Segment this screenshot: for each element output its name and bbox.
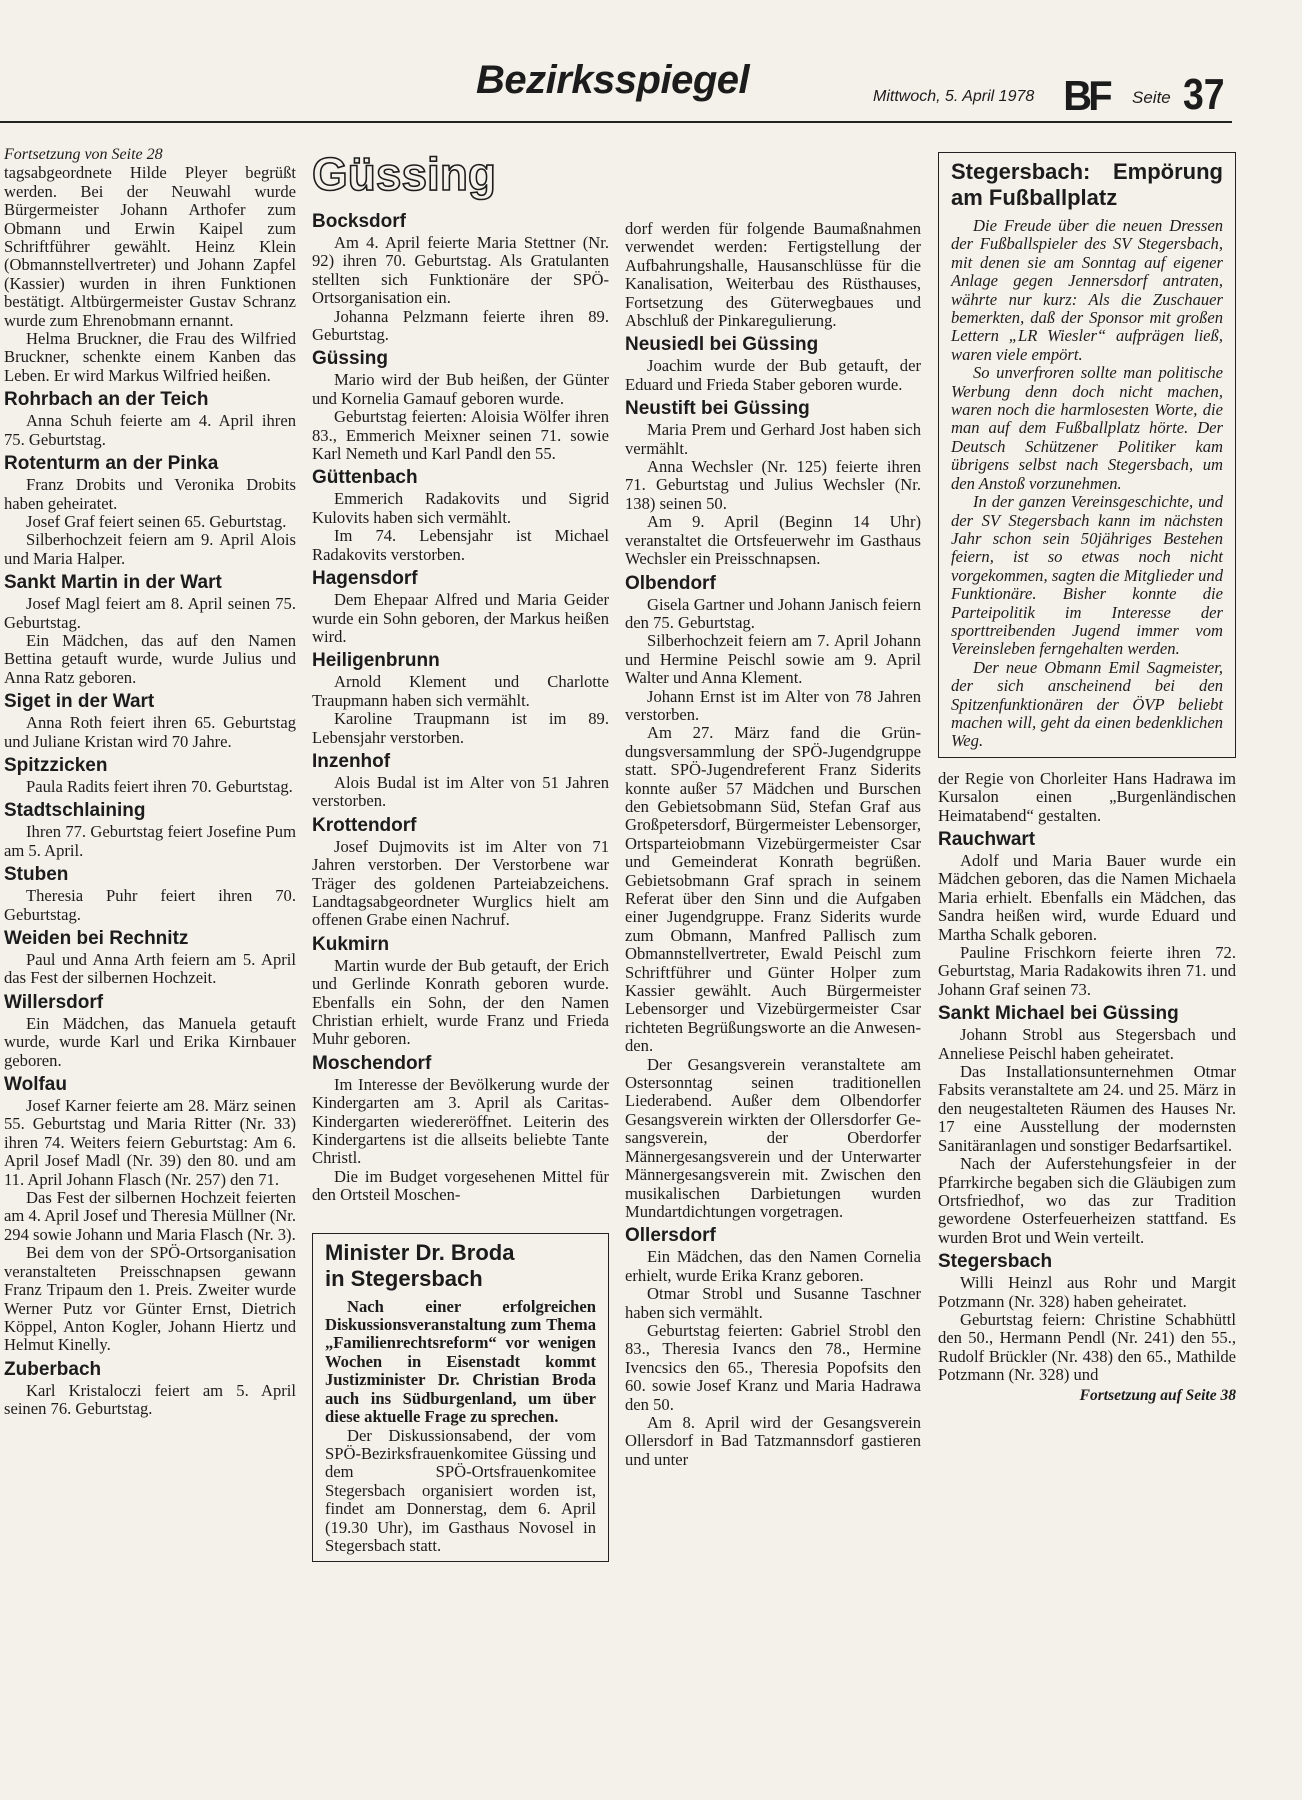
article-heading: Wolfau [4,1074,67,1096]
continued-from: Fortsetzung von Seite 28 [4,146,163,163]
article-heading: Moschendorf [312,1052,432,1074]
column-4 [938,152,1236,1405]
box-lead: Nach einer erfolgreichen Diskussionsveranstaltung zum Thema „Familienrechtsreform“ vor wenigen Wochen in Eisenstadt kommt Justizminister Dr. Christian Broda auch ins Südburgenland, um über diese aktuelle Frage zu sprechen. [325,1296,596,1427]
paragraph: Nach der Auferstehungsfeier in der Pfarrkirche begaben sich die Gläubigen zum Ortsfriedhof, wo das zur Tradition gewordene Osterfeuerheizen stattfand. Es wurden Brot und Wein verteilt. [938,1154,1236,1247]
box-body: Der Diskussionsabend, der vom SPÖ-Bezirksfrauenkomitee Güssing und dem SPÖ-Ortsfrauenkomitee Stegersbach organisiert worden ist, findet am Donnerstag, dem 6. April (19.30 Uhr), im Gasthaus Novosel in Stegersbach statt. [325,1425,596,1555]
paragraph: Bei dem von der SPÖ-Ortsorganisation veranstalteten Preisschnapsen gewann Franz Tripaum den 1. Preis. Zweiter wurde Werner Putz vor Günter Ernst, Dietrich Köppel, Anton Kogler, Johann Hiertz und Helmut Kinelly. [4,1243,296,1355]
paragraph: Anna Roth feiert ihren 65. Geburtstag und Juliane Kristan wird 70 Jahre. [4,713,296,751]
paragraph: Arnold Klement und Charlotte Traupmann haben sich vermählt. [312,672,609,710]
article-heading: Bocksdorf [312,211,406,232]
article-heading: Inzenhof [312,750,391,772]
broda-box [312,1233,609,1563]
paragraph: In der ganzen Vereinsgeschichte, und der SV Stegersbach kann im nächsten Jahr schon sein 50jähriges Bestehen feiern, ist so etwas noch nicht vorgekommen, sagten die Mitglieder und Funktionäre. Bisher konnte die Parteipolitik im Interesse der sporttreibenden Jugend immer vom Vereinsleben ferngehalten werden. [951,492,1223,659]
article-heading: Ollersdorf [625,1225,716,1247]
article-heading: Zuberbach [4,1358,102,1380]
article-heading: Stegersbach [938,1251,1053,1273]
paragraph: So unverfroren sollte man politische Werbung denn doch nicht machen, waren noch die harmlosesten Worte, die man auf dem Fußballplatz hörte. Der Deutsch Schützener Politiker kam übrigens selbst nach Stegersbach, um den Anstoß vorzunehmen. [951,363,1223,493]
article-heading: Hagensdorf [312,568,418,590]
paragraph: Am 8. April wird der Gesangsverein Ollersdorf in Bad Tatzmannsdorf gastieren und unter [625,1412,921,1469]
col2-articles [312,210,609,1205]
article-heading: Stadtschlaining [4,800,146,822]
paragraph: Am 9. April (Beginn 14 Uhr) veranstaltet die Ortsfeuerwehr im Gasthaus Wechsler ein Preisschnapsen. [625,512,921,569]
paragraph: Geburtstag feiern: Christine Schabhüttl den 50., Hermann Pendl (Nr. 241) den 55., Rudolf Brückler (Nr. 438) den 65., Mathilde Potzmann (Nr. 328) und [938,1309,1236,1385]
article-heading: Heiligenbrunn [312,650,440,672]
page-number: 37 [1183,70,1225,119]
article-heading: Sankt Michael bei Güssing [938,1003,1179,1025]
article-heading: Neustift bei Güssing [625,398,810,420]
col3-articles [625,333,921,1469]
paragraph: Die Freude über die neuen Dressen der Fußballspieler des SV Stegersbach, mit denen sie am Sonntag auf eigener Anlage gegen Jennersdorf antraten, währte nur kurz: Als die Zuschauer bemerkten, daß der Sponsor mit großen Lettern „LR Wiesler“ aufprägen ließ, waren viele empört. [951,216,1223,364]
paragraph: Ein Mädchen, das auf den Namen Bettina getauft wurde, wurde Julius und Anna Ratz geboren. [4,630,296,687]
paragraph: Joachim wurde der Bub getauft, der Eduard und Frieda Staber geboren wurde. [625,356,921,394]
paragraph: tagsabgeordnete Hilde Pleyer begrüßt werden. Bei der Neuwahl wurde Bürgermeister Johann Arthofer zum Obmann und Erwin Kaipel zum Schriftführer gewählt. Heinz Klein (Obmannstellvertreter) und Johann Zapfel (Kassier) wurden in ihren Funktionen bestätigt. Altbürgermeister Gustav Schranz wurde zum Ehrenobmann ernannt. [4,163,296,330]
paragraph: Pauline Frischkorn feierte ihren 72. Geburtstag, Maria Radakowits ihren 71. und Johann Graf seinen 73. [938,943,1236,999]
page-label: Seite [1132,88,1171,107]
box-title-line2: in Stegersbach [325,1265,483,1291]
paragraph: Josef Dujmovits ist im Alter von 71 Jahren verstorben. Der Verstorbene war Träger des goldenen Parteiabzeichens. Landtagsabgeordneter Wurglics hielt am offenen Grabe einen Nachruf. [312,836,609,930]
section-title: Bezirksspiegel [476,58,750,102]
article-heading: Stuben [4,864,69,886]
col1-intro [4,164,296,385]
article-heading: Güssing [312,348,389,370]
paragraph: Johann Ernst ist im Alter von 78 Jahren verstorben. [625,686,921,724]
paragraph: der Regie von Chorleiter Hans Hadrawa im Kursalon einen „Burgenländischen Heimatabend“ gestalten. [938,768,1236,825]
article-heading: Rauchwart [938,829,1036,850]
paragraph: Franz Drobits und Veronika Drobits haben geheiratet. [4,475,296,513]
article-heading: Sankt Martin in der Wart [4,572,222,594]
article-heading: Rohrbach an der Teich [4,389,209,411]
article-heading: Rotenturm an der Pinka [4,453,219,475]
paragraph: Karoline Traupmann ist im 89. Lebensjahr verstorben. [312,709,609,747]
article-heading: Güttenbach [312,467,418,489]
article-heading: Willersdorf [4,991,104,1013]
paragraph: Ein Mädchen, das den Namen Cornelia erhielt, wurde Erika Kranz geboren. [625,1247,921,1285]
col4-articles [938,828,1236,1385]
article-heading: Krottendorf [312,814,417,836]
paragraph: Mario wird der Bub heißen, der Günter und Kornelia Gamauf geboren wurde. [312,370,609,408]
paragraph: Johann Strobl aus Stegersbach und Anneliese Peischl haben geheiratet. [938,1025,1236,1063]
newspaper-logo: BF [1063,72,1109,119]
box-title-line1: Minister Dr. Broda [325,1239,515,1265]
article-heading: Siget in der Wart [4,691,155,713]
paragraph: Martin wurde der Bub getauft, der Erich und Gerlinde Konrath geboren wurde. Ebenfalls ein Sohn, der den Namen Christian erhielt, wurde Franz und Frieda Muhr geboren. [312,955,609,1049]
article-heading: Spitzzicken [4,754,108,776]
paragraph: dorf werden für folgende Baumaßnahmen verwendet werden: Fertigstellung der Aufbahrungshalle, Hausanschlüsse für die Kanalisation, Weiterbau des Rüsthauses, Fortsetzung des Güterwegbaues und Abschluß der Pinkaregulierung. [625,219,921,331]
paragraph: Karl Kristaloczi feiert am 5. April seinen 76. Geburtstag. [4,1380,296,1419]
col1-articles [4,388,296,1418]
paragraph: Das Fest der silbernen Hochzeit feierten am 4. April Josef und Theresia Müllner (Nr. 294 sowie Johann und Maria Flasch (Nr. 3). [4,1188,296,1244]
issue-date: Mittwoch, 5. April 1978 [873,88,1035,105]
paragraph: Silberhochzeit feiern am 9. April Alois und Maria Halper. [4,530,296,568]
paragraph: Anna Wechsler (Nr. 125) feierte ihren 71. Geburtstag und Julius Wechsler (Nr. 138) seinen 50. [625,457,921,513]
paragraph: Emmerich Radakovits und Sigrid Kulovits haben sich vermählt. [312,489,609,527]
paragraph: Paul und Anna Arth feiern am 5. April das Fest der silbernen Hochzeit. [4,950,296,988]
paragraph: Maria Prem und Gerhard Jost haben sich vermählt. [625,420,921,458]
paragraph: Ein Mädchen, das Manuela getauft wurde, wurde Karl und Erika Kirnbauer geboren. [4,1013,296,1070]
paragraph: Willi Heinzl aus Rohr und Margit Potzmann (Nr. 328) haben geheiratet. [938,1273,1236,1311]
paragraph: Der Gesangsverein veranstaltete am Ostersonntag seinen traditionellen Liederabend. Außer dem Olbendorfer Gesangsverein wirkten der Ollersdorfer Gesangsverein, der Oberdorfer Männergesangsverein und der Unterwarter Männergesangsverein mit. Zwischen den musikalischen Darbietungen wurden Mundartdichtungen vorgetragen. [625,1054,921,1221]
article-heading: Neusiedl bei Güssing [625,334,819,356]
paragraph: Helma Bruckner, die Frau des Wilfried Bruckner, schenkte einem Kanben das Leben. Er wird Markus Wilfried heißen. [4,329,296,385]
paragraph: Johanna Pelzmann feierte ihren 89. Geburtstag. [312,306,609,345]
paragraph: Geburtstag feierten: Aloisia Wölfer ihren 83., Emmerich Meixner seinen 71. sowie Karl Nemeth und Karl Pandl den 55. [312,407,609,464]
paragraph: Otmar Strobl und Susanne Taschner haben sich vermählt. [625,1284,921,1322]
paragraph: Im 74. Lebensjahr ist Michael Radakovits verstorben. [312,526,609,564]
paragraph: Paula Radits feiert ihren 70. Geburtstag. [26,776,293,796]
paragraph: Im Interesse der Bevölkerung wurde der Kindergarten am 3. April als Caritas-Kindergarten wiedereröffnet. Leiterin des Kindergartens ist die allseits beliebte Tante Christl. [312,1074,609,1168]
paragraph: Am 4. April feierte Maria Stettner (Nr. 92) ihren 70. Geburtstag. Als Gratulanten stellten sich Funktionäre der SPÖ-Ortsorganisation ein. [312,233,609,308]
paragraph: Josef Graf feiert seinen 65. Geburtstag. [26,511,287,531]
paragraph: Am 27. März fand die Gründungsversammlung der SPÖ-Jugendgruppe statt. SPÖ-Jugendreferent Franz Siderits konnte außer 57 Mädchen und Burschen den Gebietsobmann Süd, Stefan Graf aus Großpetersdorf, Bürgermeister Lebensorger, Ortsparteiobmann Vizebürgermeister Csar und Gemeinderat Konrath begrüßen. Gebietsobmann Graf sprach in seinem Referat über den Sinn und die Aufgaben einer Jugendgruppe. Franz Siderits wurde zum Obmann, Manfred Pallisch zum Obmannstellvertreter, Ewald Peischl zum Schriftführer und Günter Holper zum Kassier gewählt. Auch Bürgermeister Lebensorger und Vizebürgermeister Csar richteten Begrüßungsworte an die Anwesenden. [625,723,921,1056]
paragraph: Adolf und Maria Bauer wurde ein Mädchen geboren, das die Namen Michaela Maria erhielt. Ebenfalls ein Mädchen, das Sandra heißen wird, wurde Eduard und Martha Schalk geboren. [938,851,1236,944]
paragraph: Die im Budget vorgesehenen Mittel für den Ortsteil Moschen- [312,1166,609,1205]
paragraph: Das Installationsunternehmen Otmar Fabsits veranstaltete am 24. und 25. März in den neugestalteten Räumen des Hauses Nr. 17 eine Ausstellung der modernsten Sanitäranlagen und sonstiger Bedarfsartikel. [938,1062,1236,1155]
paragraph: Geburtstag feierten: Gabriel Strobl den 83., Theresia Ivancs den 78., Hermine Ivencsics den 65., Theresia Popofsits den 60. sowie Josef Kranz und Maria Hadrawa den 50. [625,1320,921,1414]
paragraph: Josef Magl feiert am 8. April seinen 75. Geburtstag. [4,594,296,632]
paragraph: Anna Schuh feierte am 4. April ihren 75. Geburtstag. [4,411,296,449]
article-heading: Kukmirn [312,933,390,955]
box-title [325,1240,596,1292]
guessing-section-logo: Güssing [312,148,497,200]
paragraph: Josef Karner feierte am 28. März seinen 55. Geburtstag und Maria Ritter (Nr. 33) ihren 74. Weiters feiern Geburtstag: Am 6. April Josef Madl (Nr. 39) den 80. und am 11. April Johann Flasch (Nr. 257) den 71. [4,1096,296,1189]
paragraph: Ihren 77. Geburtstag feiert Josefine Pum am 5. April. [4,822,296,860]
paragraph: Alois Budal ist im Alter von 51 Jahren verstorben. [312,772,609,811]
paragraph: Der neue Obmann Emil Sagmeister, der sich anscheinend bei den Spitzenfunktionären der ÖVP beliebt machen will, geht da einen bedenklichen Weg. [951,657,1223,751]
header-rule [0,121,1232,123]
article-heading: Olbendorf [625,572,716,594]
column-3 [625,220,921,1469]
column-1 [4,146,296,1419]
article-heading: Weiden bei Rechnitz [4,928,189,949]
paragraph: Gisela Gartner und Johann Janisch feiern den 75. Geburtstag. [625,594,921,632]
box-body [951,217,1223,751]
paragraph: Dem Ehepaar Alfred und Maria Geider wurde ein Sohn geboren, der Markus heißen wird. [312,590,609,646]
paragraph: Theresia Puhr feiert ihren 70. Geburtstag. [4,886,296,924]
page-header [0,0,1302,120]
column-2 [312,148,609,1562]
paragraph: Silberhochzeit feiern am 7. April Johann und Hermine Peischl sowie am 9. April Walter und Anna Klement. [625,631,921,688]
continued-to: Fortsetzung auf Seite 38 [1079,1386,1236,1404]
box-title: Stegersbach: Empörung am Fußballplatz [951,159,1223,210]
fussball-box [938,152,1236,758]
